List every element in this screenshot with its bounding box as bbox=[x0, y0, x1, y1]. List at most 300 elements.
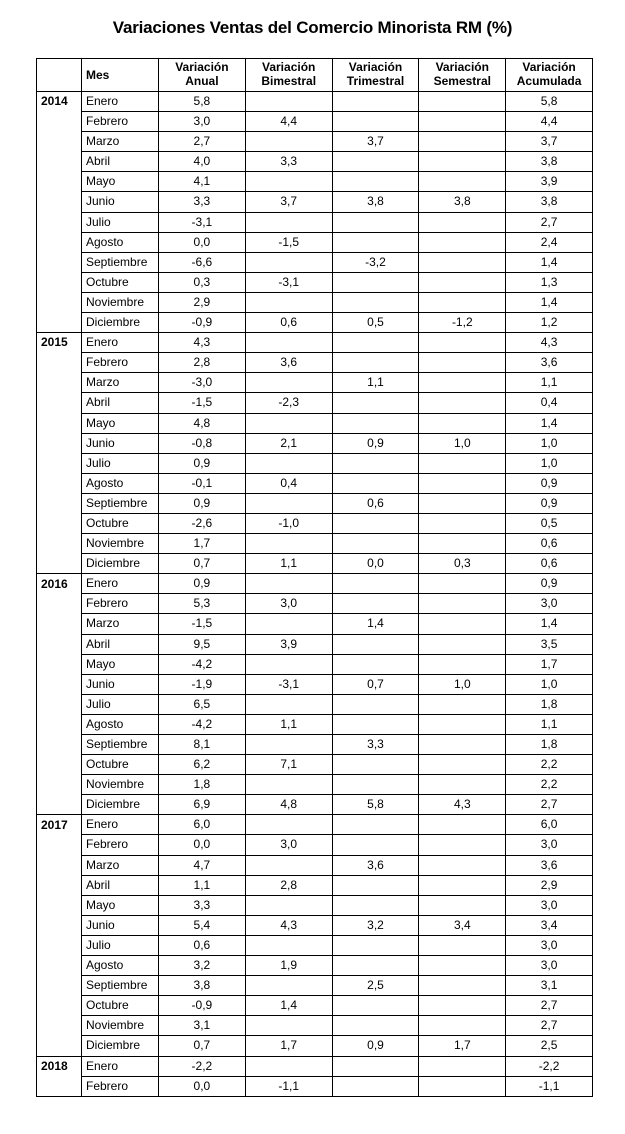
year-cell bbox=[37, 875, 82, 895]
anual-cell: 1,8 bbox=[159, 775, 246, 795]
bimestral-cell bbox=[245, 855, 332, 875]
bimestral-cell: 1,7 bbox=[245, 1036, 332, 1056]
month-cell: Noviembre bbox=[82, 1016, 159, 1036]
month-cell: Junio bbox=[82, 674, 159, 694]
table-row bbox=[37, 855, 593, 875]
table-row bbox=[37, 574, 593, 594]
table-row bbox=[37, 554, 593, 574]
acumulada-cell: 0,6 bbox=[506, 554, 593, 574]
table-row bbox=[37, 875, 593, 895]
year-cell: 2016 bbox=[37, 574, 82, 594]
month-cell: Abril bbox=[82, 393, 159, 413]
acumulada-cell: 2,7 bbox=[506, 996, 593, 1016]
table-row bbox=[37, 333, 593, 353]
year-cell bbox=[37, 292, 82, 312]
acumulada-cell: 3,6 bbox=[506, 855, 593, 875]
semestral-cell: 3,8 bbox=[419, 192, 506, 212]
trimestral-cell bbox=[332, 574, 419, 594]
semestral-cell bbox=[419, 1076, 506, 1096]
semestral-cell: -1,2 bbox=[419, 313, 506, 333]
month-cell: Abril bbox=[82, 875, 159, 895]
month-cell: Noviembre bbox=[82, 534, 159, 554]
anual-cell: 0,9 bbox=[159, 453, 246, 473]
acumulada-cell: 1,4 bbox=[506, 614, 593, 634]
acumulada-cell: 1,0 bbox=[506, 433, 593, 453]
semestral-cell: 3,4 bbox=[419, 915, 506, 935]
semestral-cell bbox=[419, 996, 506, 1016]
acumulada-cell: 3,0 bbox=[506, 956, 593, 976]
anual-cell: 2,7 bbox=[159, 132, 246, 152]
acumulada-cell: 1,7 bbox=[506, 654, 593, 674]
year-cell bbox=[37, 353, 82, 373]
semestral-cell bbox=[419, 453, 506, 473]
semestral-cell: 0,3 bbox=[419, 554, 506, 574]
sales-variation-table bbox=[36, 58, 593, 1097]
table-row bbox=[37, 272, 593, 292]
trimestral-cell bbox=[332, 534, 419, 554]
anual-cell: 0,6 bbox=[159, 935, 246, 955]
year-cell bbox=[37, 996, 82, 1016]
bimestral-cell bbox=[245, 92, 332, 112]
bimestral-cell: 0,4 bbox=[245, 473, 332, 493]
table-row bbox=[37, 935, 593, 955]
acumulada-cell: 2,5 bbox=[506, 1036, 593, 1056]
month-cell: Abril bbox=[82, 152, 159, 172]
bimestral-cell bbox=[245, 815, 332, 835]
table-row bbox=[37, 393, 593, 413]
acumulada-cell: -2,2 bbox=[506, 1056, 593, 1076]
trimestral-cell: 2,5 bbox=[332, 976, 419, 996]
bimestral-cell bbox=[245, 373, 332, 393]
trimestral-cell bbox=[332, 413, 419, 433]
year-cell bbox=[37, 493, 82, 513]
trimestral-cell bbox=[332, 152, 419, 172]
bimestral-cell: 2,8 bbox=[245, 875, 332, 895]
acumulada-cell: 0,9 bbox=[506, 574, 593, 594]
month-cell: Febrero bbox=[82, 594, 159, 614]
table-row bbox=[37, 513, 593, 533]
bimestral-cell bbox=[245, 453, 332, 473]
semestral-cell bbox=[419, 373, 506, 393]
bimestral-header: Variación Bimestral bbox=[245, 59, 332, 92]
year-cell bbox=[37, 956, 82, 976]
table-row bbox=[37, 1056, 593, 1076]
month-cell: Enero bbox=[82, 333, 159, 353]
year-cell bbox=[37, 393, 82, 413]
table-row bbox=[37, 232, 593, 252]
year-cell bbox=[37, 976, 82, 996]
year-cell bbox=[37, 212, 82, 232]
acumulada-cell: 3,0 bbox=[506, 594, 593, 614]
anual-cell: 2,9 bbox=[159, 292, 246, 312]
month-cell: Septiembre bbox=[82, 976, 159, 996]
anual-cell: -0,1 bbox=[159, 473, 246, 493]
semestral-cell bbox=[419, 815, 506, 835]
month-cell: Agosto bbox=[82, 956, 159, 976]
month-cell: Agosto bbox=[82, 714, 159, 734]
trimestral-cell: 0,9 bbox=[332, 1036, 419, 1056]
anual-cell: 4,1 bbox=[159, 172, 246, 192]
year-cell bbox=[37, 735, 82, 755]
anual-cell: 6,0 bbox=[159, 815, 246, 835]
anual-cell: 6,5 bbox=[159, 694, 246, 714]
semestral-cell bbox=[419, 152, 506, 172]
semestral-cell bbox=[419, 574, 506, 594]
month-cell: Noviembre bbox=[82, 775, 159, 795]
table-row bbox=[37, 1036, 593, 1056]
anual-cell: 0,9 bbox=[159, 493, 246, 513]
page-title: Variaciones Ventas del Comercio Minorista RM (%) bbox=[112, 18, 513, 37]
table-row bbox=[37, 594, 593, 614]
semestral-cell bbox=[419, 1056, 506, 1076]
table-row bbox=[37, 453, 593, 473]
bimestral-cell bbox=[245, 614, 332, 634]
bimestral-cell bbox=[245, 775, 332, 795]
anual-cell: -0,9 bbox=[159, 996, 246, 1016]
acumulada-cell: 1,0 bbox=[506, 674, 593, 694]
acumulada-cell: 1,8 bbox=[506, 694, 593, 714]
acumulada-cell: 2,7 bbox=[506, 1016, 593, 1036]
trimestral-cell: 1,4 bbox=[332, 614, 419, 634]
semestral-cell bbox=[419, 835, 506, 855]
table-row bbox=[37, 92, 593, 112]
trimestral-cell bbox=[332, 815, 419, 835]
anual-cell: 8,1 bbox=[159, 735, 246, 755]
year-cell bbox=[37, 313, 82, 333]
trimestral-cell bbox=[332, 393, 419, 413]
year-cell bbox=[37, 694, 82, 714]
year-cell bbox=[37, 614, 82, 634]
month-cell: Septiembre bbox=[82, 252, 159, 272]
semestral-cell bbox=[419, 1016, 506, 1036]
year-cell bbox=[37, 172, 82, 192]
year-cell: 2015 bbox=[37, 333, 82, 353]
trimestral-cell bbox=[332, 292, 419, 312]
bimestral-cell bbox=[245, 694, 332, 714]
trimestral-cell: 0,7 bbox=[332, 674, 419, 694]
month-cell: Enero bbox=[82, 574, 159, 594]
acumulada-cell: 1,4 bbox=[506, 413, 593, 433]
year-cell bbox=[37, 272, 82, 292]
trimestral-cell bbox=[332, 112, 419, 132]
bimestral-cell: 1,9 bbox=[245, 956, 332, 976]
semestral-cell bbox=[419, 875, 506, 895]
bimestral-cell: 3,0 bbox=[245, 835, 332, 855]
trimestral-cell: 1,1 bbox=[332, 373, 419, 393]
bimestral-cell: -3,1 bbox=[245, 272, 332, 292]
table-row bbox=[37, 735, 593, 755]
bimestral-cell bbox=[245, 252, 332, 272]
year-cell bbox=[37, 895, 82, 915]
bimestral-cell bbox=[245, 895, 332, 915]
acumulada-cell: 2,9 bbox=[506, 875, 593, 895]
semestral-cell bbox=[419, 935, 506, 955]
month-cell: Septiembre bbox=[82, 493, 159, 513]
anual-cell: 0,0 bbox=[159, 1076, 246, 1096]
semestral-cell bbox=[419, 956, 506, 976]
bimestral-cell bbox=[245, 574, 332, 594]
table-row bbox=[37, 755, 593, 775]
semestral-cell bbox=[419, 694, 506, 714]
month-cell: Febrero bbox=[82, 353, 159, 373]
table-row bbox=[37, 413, 593, 433]
bimestral-cell: 1,1 bbox=[245, 714, 332, 734]
trimestral-cell: 3,7 bbox=[332, 132, 419, 152]
month-cell: Octubre bbox=[82, 272, 159, 292]
trimestral-cell: 3,8 bbox=[332, 192, 419, 212]
semestral-cell bbox=[419, 775, 506, 795]
semestral-cell bbox=[419, 654, 506, 674]
month-cell: Mayo bbox=[82, 895, 159, 915]
anual-cell: 4,7 bbox=[159, 855, 246, 875]
year-cell bbox=[37, 775, 82, 795]
bimestral-cell: 3,3 bbox=[245, 152, 332, 172]
table-row bbox=[37, 292, 593, 312]
bimestral-cell: 3,0 bbox=[245, 594, 332, 614]
table-row bbox=[37, 956, 593, 976]
month-cell: Mayo bbox=[82, 413, 159, 433]
anual-cell: -0,8 bbox=[159, 433, 246, 453]
trimestral-cell bbox=[332, 895, 419, 915]
trimestral-header: Variación Trimestral bbox=[332, 59, 419, 92]
month-cell: Abril bbox=[82, 634, 159, 654]
acumulada-cell: 1,2 bbox=[506, 313, 593, 333]
trimestral-cell bbox=[332, 956, 419, 976]
semestral-cell bbox=[419, 855, 506, 875]
bimestral-cell bbox=[245, 935, 332, 955]
trimestral-cell bbox=[332, 232, 419, 252]
anual-cell: 0,7 bbox=[159, 1036, 246, 1056]
acumulada-cell: 3,4 bbox=[506, 915, 593, 935]
header-row bbox=[37, 59, 593, 92]
month-cell: Agosto bbox=[82, 473, 159, 493]
semestral-cell bbox=[419, 594, 506, 614]
bimestral-cell: 0,6 bbox=[245, 313, 332, 333]
table-row bbox=[37, 815, 593, 835]
bimestral-cell: 4,8 bbox=[245, 795, 332, 815]
bimestral-cell: 7,1 bbox=[245, 755, 332, 775]
anual-cell: -1,5 bbox=[159, 614, 246, 634]
table-row bbox=[37, 313, 593, 333]
semestral-cell bbox=[419, 232, 506, 252]
trimestral-cell bbox=[332, 353, 419, 373]
year-cell: 2014 bbox=[37, 92, 82, 112]
trimestral-cell bbox=[332, 694, 419, 714]
month-cell: Junio bbox=[82, 915, 159, 935]
bimestral-cell: -1,5 bbox=[245, 232, 332, 252]
bimestral-cell bbox=[245, 292, 332, 312]
anual-header: Variación Anual bbox=[159, 59, 246, 92]
month-cell: Diciembre bbox=[82, 795, 159, 815]
anual-cell: 5,4 bbox=[159, 915, 246, 935]
bimestral-cell bbox=[245, 212, 332, 232]
table-row bbox=[37, 895, 593, 915]
month-cell: Diciembre bbox=[82, 1036, 159, 1056]
year-cell bbox=[37, 413, 82, 433]
acumulada-cell: 4,3 bbox=[506, 333, 593, 353]
trimestral-cell bbox=[332, 996, 419, 1016]
table-row bbox=[37, 172, 593, 192]
anual-cell: -4,2 bbox=[159, 714, 246, 734]
anual-cell: 0,9 bbox=[159, 574, 246, 594]
trimestral-cell bbox=[332, 654, 419, 674]
bimestral-cell bbox=[245, 172, 332, 192]
table-row bbox=[37, 534, 593, 554]
month-cell: Noviembre bbox=[82, 292, 159, 312]
month-cell: Mayo bbox=[82, 172, 159, 192]
trimestral-cell bbox=[332, 453, 419, 473]
anual-cell: -3,0 bbox=[159, 373, 246, 393]
anual-cell: -1,9 bbox=[159, 674, 246, 694]
trimestral-cell bbox=[332, 92, 419, 112]
month-cell: Octubre bbox=[82, 996, 159, 1016]
bimestral-cell: -1,1 bbox=[245, 1076, 332, 1096]
year-cell bbox=[37, 373, 82, 393]
year-cell: 2017 bbox=[37, 815, 82, 835]
table-row bbox=[37, 192, 593, 212]
acumulada-cell: 3,8 bbox=[506, 152, 593, 172]
year-cell bbox=[37, 674, 82, 694]
month-cell: Marzo bbox=[82, 614, 159, 634]
table-row bbox=[37, 634, 593, 654]
bimestral-cell bbox=[245, 654, 332, 674]
year-cell bbox=[37, 554, 82, 574]
bimestral-cell: -1,0 bbox=[245, 513, 332, 533]
acumulada-cell: 4,4 bbox=[506, 112, 593, 132]
month-cell: Enero bbox=[82, 815, 159, 835]
anual-cell: 4,3 bbox=[159, 333, 246, 353]
acumulada-cell: 1,0 bbox=[506, 453, 593, 473]
anual-cell: 0,0 bbox=[159, 232, 246, 252]
table-row bbox=[37, 674, 593, 694]
year-cell bbox=[37, 453, 82, 473]
anual-cell: -4,2 bbox=[159, 654, 246, 674]
semestral-header: Variación Semestral bbox=[419, 59, 506, 92]
trimestral-cell bbox=[332, 594, 419, 614]
month-cell: Julio bbox=[82, 694, 159, 714]
trimestral-cell: 0,9 bbox=[332, 433, 419, 453]
year-cell bbox=[37, 935, 82, 955]
year-cell bbox=[37, 594, 82, 614]
year-cell bbox=[37, 513, 82, 533]
bimestral-cell: 1,1 bbox=[245, 554, 332, 574]
trimestral-cell bbox=[332, 714, 419, 734]
trimestral-cell bbox=[332, 634, 419, 654]
acumulada-cell: 3,0 bbox=[506, 935, 593, 955]
acumulada-cell: 6,0 bbox=[506, 815, 593, 835]
month-cell: Junio bbox=[82, 192, 159, 212]
semestral-cell bbox=[419, 333, 506, 353]
table-row bbox=[37, 835, 593, 855]
year-cell bbox=[37, 1036, 82, 1056]
acumulada-cell: 1,1 bbox=[506, 714, 593, 734]
semestral-cell bbox=[419, 634, 506, 654]
month-cell: Marzo bbox=[82, 855, 159, 875]
table-row bbox=[37, 252, 593, 272]
trimestral-cell: 0,5 bbox=[332, 313, 419, 333]
bimestral-cell: 1,4 bbox=[245, 996, 332, 1016]
trimestral-cell bbox=[332, 755, 419, 775]
semestral-cell bbox=[419, 272, 506, 292]
semestral-cell bbox=[419, 353, 506, 373]
mes-header: Mes bbox=[82, 59, 159, 92]
year-cell bbox=[37, 252, 82, 272]
trimestral-cell bbox=[332, 1076, 419, 1096]
semestral-cell bbox=[419, 212, 506, 232]
year-cell: 2018 bbox=[37, 1056, 82, 1076]
table-row bbox=[37, 976, 593, 996]
table-row bbox=[37, 775, 593, 795]
table-row bbox=[37, 694, 593, 714]
year-cell bbox=[37, 835, 82, 855]
anual-cell: 0,3 bbox=[159, 272, 246, 292]
acumulada-cell: 3,6 bbox=[506, 353, 593, 373]
acumulada-cell: 2,7 bbox=[506, 212, 593, 232]
month-cell: Octubre bbox=[82, 755, 159, 775]
bimestral-cell: 3,7 bbox=[245, 192, 332, 212]
semestral-cell bbox=[419, 413, 506, 433]
trimestral-cell bbox=[332, 272, 419, 292]
semestral-cell bbox=[419, 252, 506, 272]
month-cell: Septiembre bbox=[82, 735, 159, 755]
month-cell: Febrero bbox=[82, 1076, 159, 1096]
month-cell: Julio bbox=[82, 935, 159, 955]
year-cell bbox=[37, 795, 82, 815]
month-cell: Marzo bbox=[82, 132, 159, 152]
acumulada-cell: 3,7 bbox=[506, 132, 593, 152]
year-cell bbox=[37, 473, 82, 493]
semestral-cell bbox=[419, 493, 506, 513]
table-row bbox=[37, 795, 593, 815]
acumulada-cell: 1,4 bbox=[506, 292, 593, 312]
acumulada-cell: 5,8 bbox=[506, 92, 593, 112]
acumulada-cell: 3,0 bbox=[506, 835, 593, 855]
anual-cell: 9,5 bbox=[159, 634, 246, 654]
year-cell bbox=[37, 132, 82, 152]
acumulada-cell: 1,8 bbox=[506, 735, 593, 755]
trimestral-cell bbox=[332, 935, 419, 955]
anual-cell: 3,3 bbox=[159, 895, 246, 915]
semestral-cell bbox=[419, 735, 506, 755]
anual-cell: -3,1 bbox=[159, 212, 246, 232]
acumulada-cell: 2,2 bbox=[506, 775, 593, 795]
year-cell bbox=[37, 152, 82, 172]
bimestral-cell bbox=[245, 976, 332, 996]
month-cell: Julio bbox=[82, 453, 159, 473]
table-row bbox=[37, 212, 593, 232]
year-cell bbox=[37, 534, 82, 554]
bimestral-cell: 4,3 bbox=[245, 915, 332, 935]
acumulada-cell: 3,1 bbox=[506, 976, 593, 996]
year-cell bbox=[37, 1016, 82, 1036]
acumulada-cell: 0,4 bbox=[506, 393, 593, 413]
acumulada-cell: 1,3 bbox=[506, 272, 593, 292]
anual-cell: 0,7 bbox=[159, 554, 246, 574]
table-row bbox=[37, 433, 593, 453]
month-cell: Junio bbox=[82, 433, 159, 453]
month-cell: Octubre bbox=[82, 513, 159, 533]
anual-cell: -2,2 bbox=[159, 1056, 246, 1076]
anual-cell: 3,8 bbox=[159, 976, 246, 996]
trimestral-cell bbox=[332, 1016, 419, 1036]
semestral-cell bbox=[419, 513, 506, 533]
acumulada-cell: -1,1 bbox=[506, 1076, 593, 1096]
anual-cell: -6,6 bbox=[159, 252, 246, 272]
trimestral-cell: 0,0 bbox=[332, 554, 419, 574]
anual-cell: 5,8 bbox=[159, 92, 246, 112]
table-row bbox=[37, 1016, 593, 1036]
year-cell bbox=[37, 654, 82, 674]
